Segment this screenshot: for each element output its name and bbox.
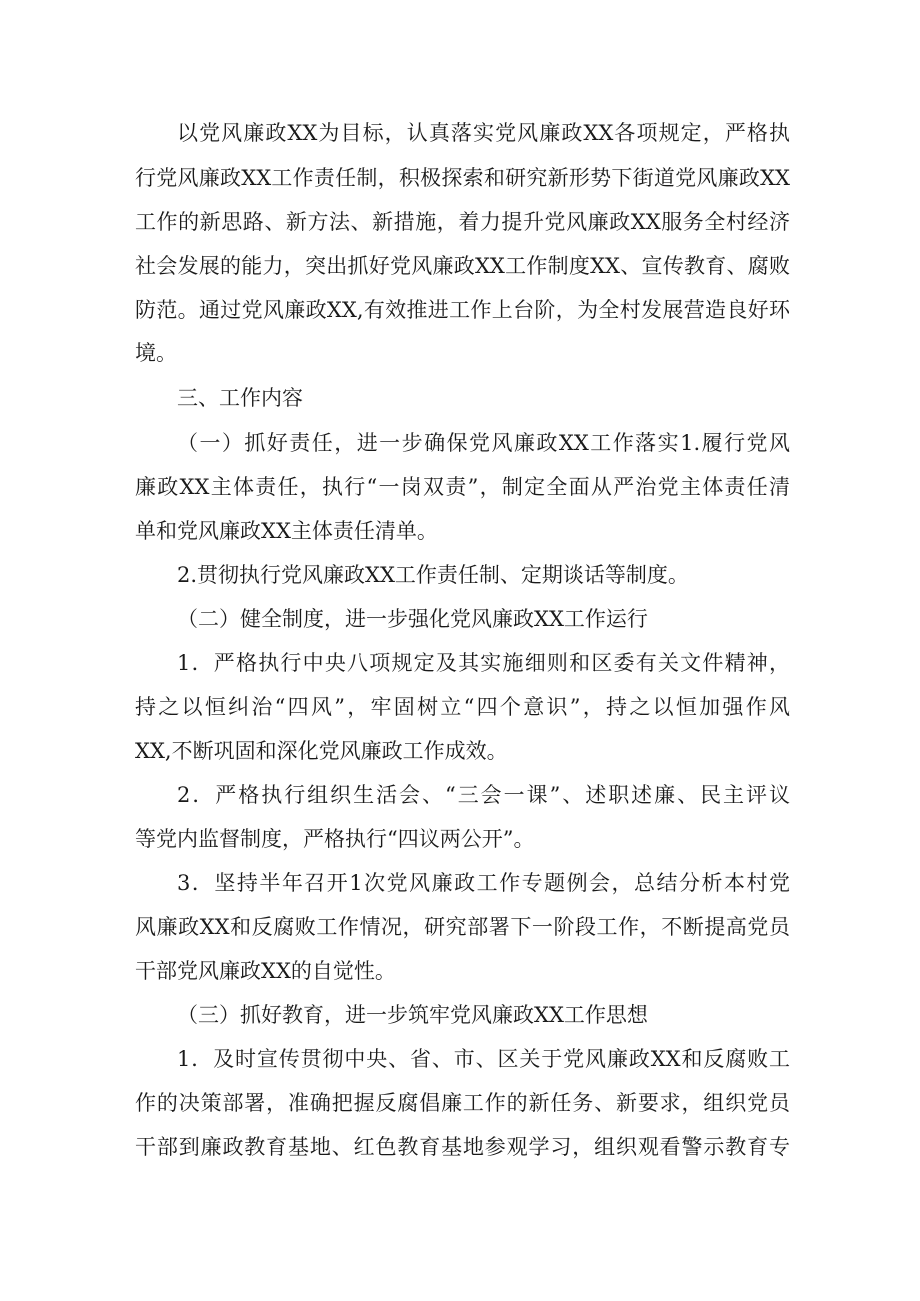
paragraph-line: 干部到廉政教育基地、红色教育基地参观学习，组织观看警示教育专 [135, 1135, 790, 1159]
paragraph-line: XX,不断巩固和深化党风廉政工作成效。 [135, 739, 508, 763]
paragraph-line: 1．严格执行中央八项规定及其实施细则和区委有关文件精神， [177, 651, 790, 675]
paragraph-line: 风廉政XX和反腐败工作情况，研究部署下一阶段工作，不断提高党员 [135, 915, 790, 939]
section-heading: 三、工作内容 [177, 386, 303, 410]
paragraph-line: 作的决策部署，准确把握反腐倡廉工作的新任务、新要求，组织党员 [135, 1091, 790, 1115]
subsection-heading: （三）抓好教育，进一步筑牢党风廉政XX工作思想 [177, 1003, 648, 1027]
paragraph-line: 社会发展的能力，突出抓好党风廉政XX工作制度XX、宣传教育、腐败 [135, 254, 790, 278]
paragraph-line: 等党内监督制度，严格执行“四议两公开”。 [135, 827, 535, 851]
paragraph-line: 2．严格执行组织生活会、“三会一课”、述职述廉、民主评议 [177, 783, 790, 807]
paragraph-line: 单和党风廉政XX主体责任清单。 [135, 519, 438, 543]
paragraph-line: 行党风廉政XX工作责任制，积极探索和研究新形势下街道党风廉政XX [135, 166, 790, 190]
paragraph-line: 廉政XX主体责任，执行“一岗双责”，制定全面从严治党主体责任清 [135, 475, 790, 499]
paragraph-line: 3．坚持半年召开1次党风廉政工作专题例会，总结分析本村党 [177, 871, 790, 895]
paragraph-line: 境。 [135, 341, 177, 365]
paragraph-line: 干部党风廉政XX的自觉性。 [135, 959, 396, 983]
paragraph-line: （一）抓好责任，进一步确保党风廉政XX工作落实1.履行党风 [177, 431, 790, 455]
paragraph-line: 防范。通过党风廉政XX,有效推进工作上台阶，为全村发展营造良好环 [135, 298, 790, 322]
paragraph-line: 2.贯彻执行党风廉政XX工作责任制、定期谈话等制度。 [177, 563, 689, 587]
paragraph-line: 以党风廉政XX为目标，认真落实党风廉政XX各项规定，严格执 [177, 121, 790, 145]
paragraph-line: 1．及时宣传贯彻中央、省、市、区关于党风廉政XX和反腐败工 [177, 1047, 790, 1071]
subsection-heading: （二）健全制度，进一步强化党风廉政XX工作运行 [177, 607, 648, 631]
paragraph-line: 工作的新思路、新方法、新措施，着力提升党风廉政XX服务全村经济 [135, 210, 790, 234]
paragraph-line: 持之以恒纠治“四风”，牢固树立“四个意识”，持之以恒加强作风 [135, 695, 790, 719]
